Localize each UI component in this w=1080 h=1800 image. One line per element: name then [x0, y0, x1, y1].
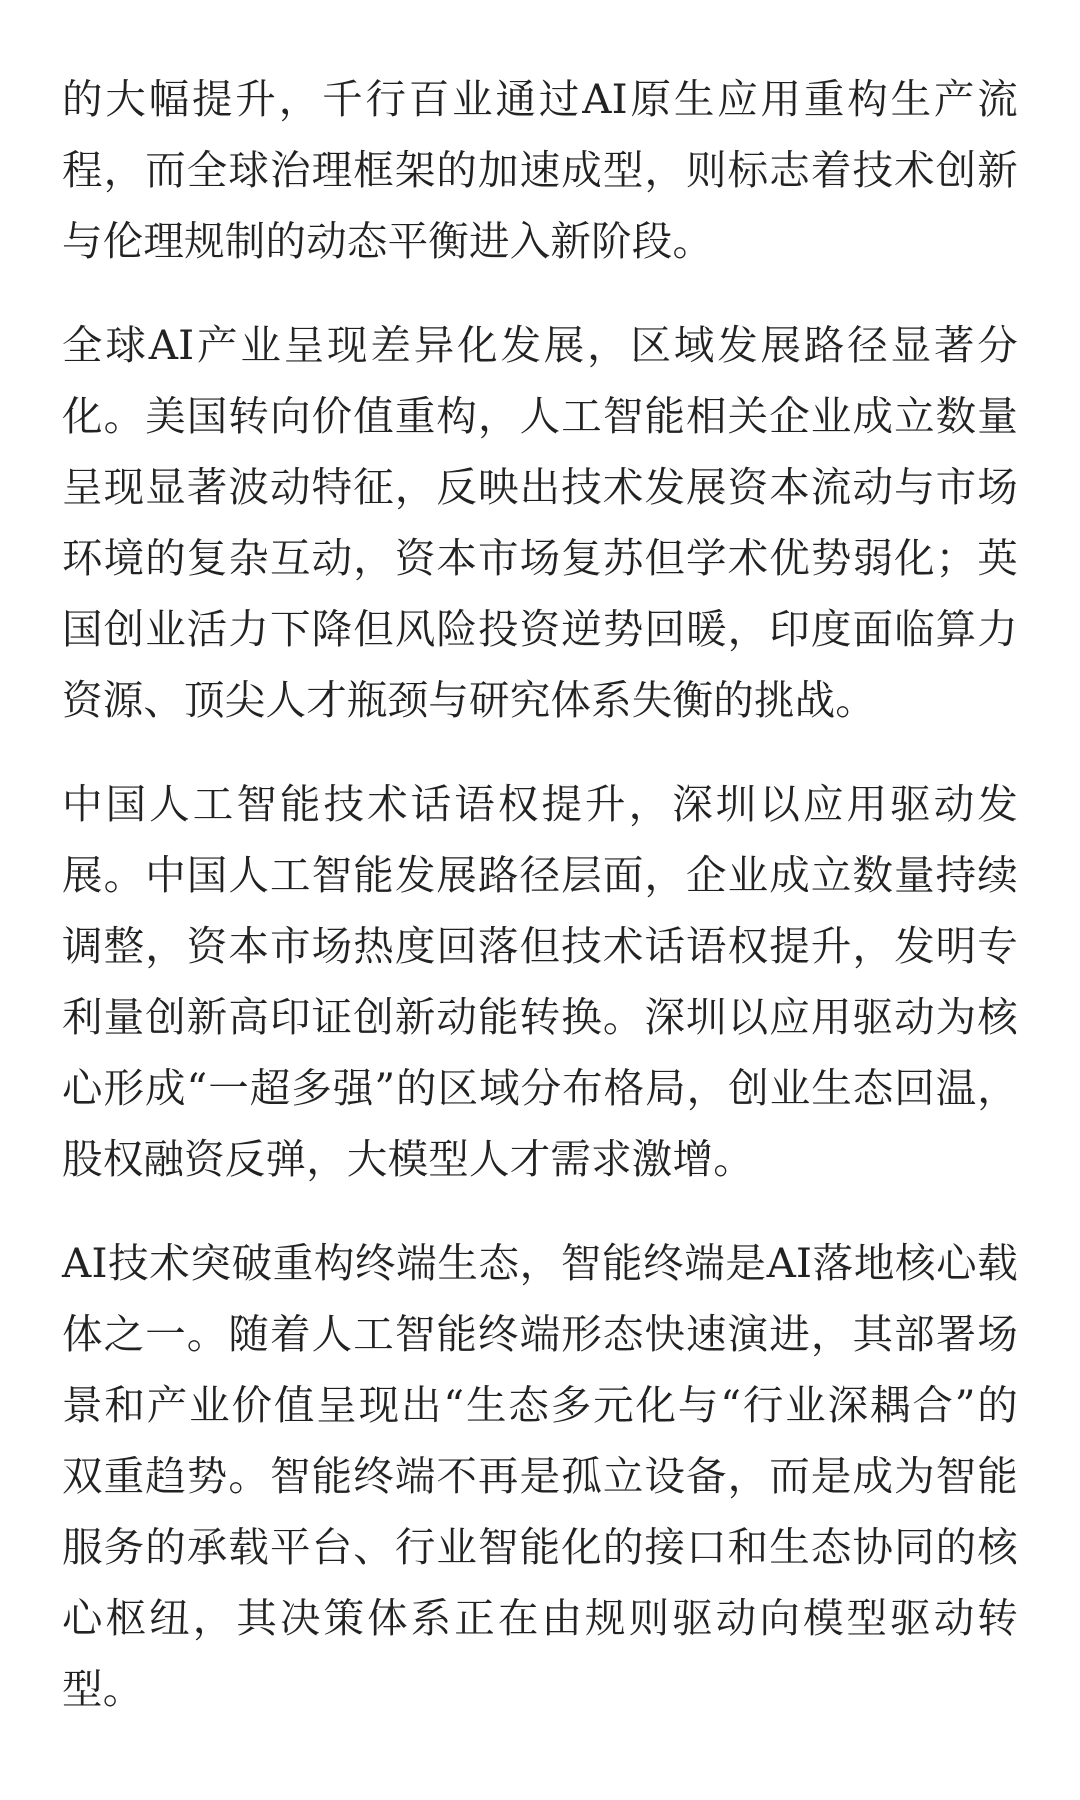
paragraph-intro-continuation: 的大幅提升，千行百业通过AI原生应用重构生产流程，而全球治理框架的加速成型，则标志着技术创新与伦理规制的动态平衡进入新阶段。: [62, 75, 1018, 265]
paragraph-china-shenzhen: 中国人工智能技术话语权提升，深圳以应用驱动发展。中国人工智能发展路径层面，企业成立数量持续调整，资本市场热度回落但技术话语权提升，发明专利量创新高印证创新动能转换。深圳以应用驱动为核心形成“一超多强”的区域分布格局，创业生态回温，股权融资反弹，大模型人才需求激增。: [62, 780, 1018, 1183]
paragraph-ai-terminal-ecosystem: AI技术突破重构终端生态，智能终端是AI落地核心载体之一。随着人工智能终端形态快速演进，其部署场景和产业价值呈现出“生态多元化与“行业深耦合”的双重趋势。智能终端不再是孤立设备，而是成为智能服务的承载平台、行业智能化的接口和生态协同的核心枢纽，其决策体系正在由规则驱动向模型驱动转型。: [62, 1239, 1018, 1713]
paragraph-global-ai-industry: 全球AI产业呈现差异化发展，区域发展路径显著分化。美国转向价值重构，人工智能相关企业成立数量呈现显著波动特征，反映出技术发展资本流动与市场环境的复杂互动，资本市场复苏但学术优势弱化；英国创业活力下降但风险投资逆势回暖，印度面临算力资源、顶尖人才瓶颈与研究体系失衡的挑战。: [62, 321, 1018, 724]
